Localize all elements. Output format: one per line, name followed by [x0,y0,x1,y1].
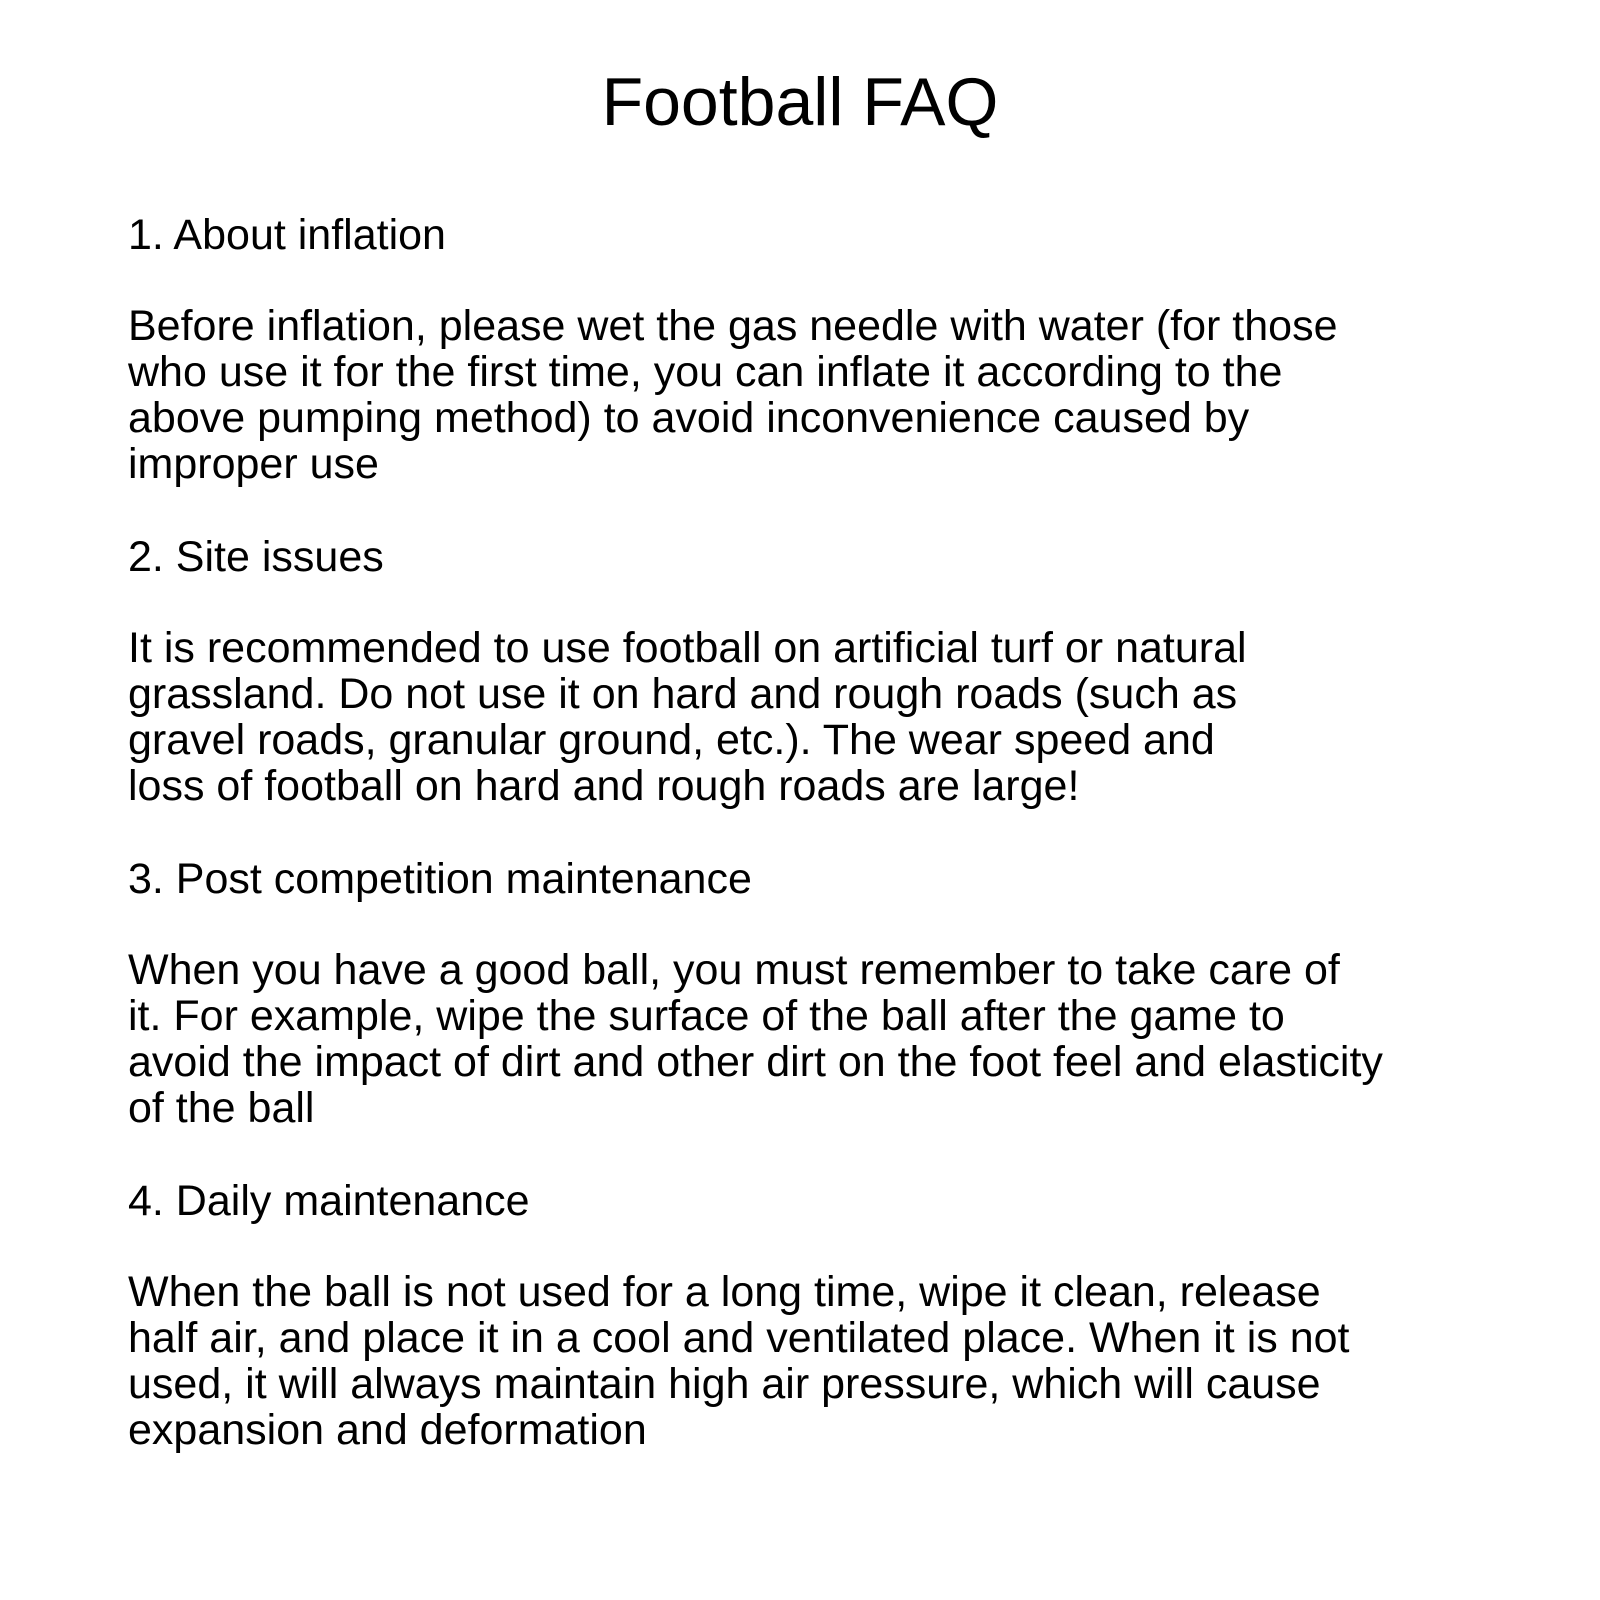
body-line: improper use [128,440,379,488]
page-title: Football FAQ [601,64,999,140]
body-line: half air, and place it in a cool and ventilated place. When it is not [128,1314,1350,1362]
body-line: When you have a good ball, you must remember to take care of [128,946,1340,994]
section-heading-daily-maintenance: 4. Daily maintenance [128,1177,530,1225]
section-body-post-competition [128,947,1383,1131]
body-line: of the ball [128,1084,315,1132]
section-heading-site-issues: 2. Site issues [128,533,384,581]
body-line: loss of football on hard and rough roads are large! [128,762,1080,810]
section-heading-post-competition: 3. Post competition maintenance [128,855,752,903]
body-line: It is recommended to use football on artificial turf or natural [128,624,1247,672]
section-body-daily-maintenance [128,1269,1349,1453]
body-line: above pumping method) to avoid inconvenience caused by [128,394,1250,442]
body-line: it. For example, wipe the surface of the ball after the game to [128,992,1285,1040]
body-line: Before inflation, please wet the gas needle with water (for those [128,302,1338,350]
body-line: expansion and deformation [128,1406,647,1454]
body-line: who use it for the first time, you can inflate it according to the [128,348,1283,396]
body-line: gravel roads, granular ground, etc.). The wear speed and [128,716,1215,764]
section-body-site-issues [128,625,1247,809]
section-heading-inflation: 1. About inflation [128,211,446,259]
body-line: When the ball is not used for a long time, wipe it clean, release [128,1268,1321,1316]
body-line: avoid the impact of dirt and other dirt on the foot feel and elasticity [128,1038,1383,1086]
body-line: used, it will always maintain high air pressure, which will cause [128,1360,1321,1408]
section-body-inflation [128,303,1337,487]
body-line: grassland. Do not use it on hard and rough roads (such as [128,670,1238,718]
